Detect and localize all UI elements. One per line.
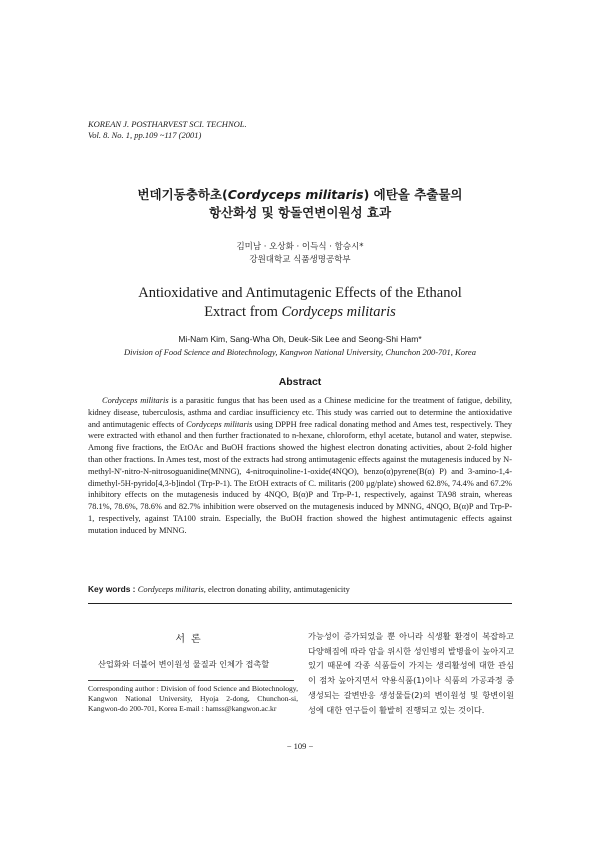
journal-name: KOREAN J. POSTHARVEST SCI. TECHNOL. [88,119,247,129]
corresponding-author-footnote: Corresponding author : Division of food Science and Biotechnology, Kangwon National University, Hyoja 2-dong, Chunchon-si, Kangwon-do 200-701, Korea E-mail : hamss@kangwon.ac.kr [88,684,298,714]
intro-heading: 서론 [175,634,207,645]
intro-left-column: 산업화와 더불어 변이원성 물질과 인체가 접촉할 [98,659,270,669]
keywords-rest: , electron donating ability, antimutagenicity [203,585,350,594]
journal-volume: Vol. 8. No. 1, pp.109 ~117 (2001) [88,130,202,140]
authors-korean-block [0,241,600,267]
keywords [88,584,512,595]
abstract-species: Cordyceps militaris [102,396,169,405]
authors-korean: 김미남 · 오상화 · 이득식 · 함승시* [236,242,364,252]
title-korean [0,186,600,222]
section-divider [88,603,512,604]
title-en-line1: Antioxidative and Antimutagenic Effects of the Ethanol [138,285,462,301]
title-en-species: Cordyceps militaris [281,304,396,320]
affiliation-korean: 강원대학교 식품생명공학부 [249,255,351,265]
title-ko-species: Cordyceps militaris [227,187,364,202]
title-ko-prefix: 번데기동충하초( [137,187,228,202]
intro-right-column: 가능성이 증가되었을 뿐 아니라 식생활 환경이 복잡하고 다양해짐에 따라 암을 위시한 성인병의 발병율이 높아지고 있기 때문에 각종 식품들이 가지는 생리활성에 대한 관심이 점차 높아지면서 약용식품(1)이나 식품의 가공과정 중 생성되는 갈변반응 생성물들(2)의 변이원성 및 항변이원성에 대한 연구들이 활발히 진행되고 있는 것이다. [308,631,514,715]
title-english [0,284,600,322]
abstract-part1: is a parasitic fungus that has been used as a Chinese medicine for the treatment of fatigue, debility, kidney disease, tuberculosis, asthma and cardiac insufficiency etc. This study was carried out to determine the antioxidative and antimutagenic effects of [88,396,512,429]
abstract-species-2: Cordyceps militaris [186,419,253,429]
keywords-label: Key words : [88,584,138,594]
authors-english: Mi-Nam Kim, Sang-Wha Oh, Deuk-Sik Lee and Seong-Shi Ham* [178,334,422,344]
keywords-species: Cordyceps militaris [137,585,204,594]
affiliation-english: Division of Food Science and Biotechnology, Kangwon National University, Chunchon 200-701, Korea [124,347,476,357]
title-ko-line2: 항산화성 및 항돌연변이원성 효과 [208,205,392,220]
page-number: − 109 − [286,741,314,751]
title-ko-suffix: ) 에탄올 추출물의 [363,187,463,202]
title-en-line2-prefix: Extract from [204,304,282,320]
abstract-heading: Abstract [278,376,322,388]
abstract-body [88,395,512,537]
abstract-part2: using DPPH free radical donating method and Ames test, respectively. They were extracted with ethanol and then further fractionated to n-hexane, chloroform, ethyl acetate, butanol and water, stepwise. Among five fractions, the EtOAc and BuOH fractions showed the highest electron donating activities, about 2-fold higher than other fractions. In Ames test, most of the extracts had strong antimutagenic effects against the mutagenesis induced by N-methyl-N'-nitro-N-nitrosoguanidine(MNNG), 4-nitroquinoline-1-oxide(4NQO), benzo(α)pyrene(B(α) P) and 3-amino-1,4-dimethyl-5H-pyrido[4,3-b]indol (Trp-P-1). The EtOH extracts of C. militaris (200 μg/plate) showed 62.8%, 74.4% and 67.2% inhibitory effects on the mutagenesis induced by 4NQO, B(α)P and Trp-P-1, respectively, against TA98 strain, whereas 78.1%, 78.6%, 78.6% and 82.7% inhibition were observed on the mutagenesis induced by MNNG, 4NQO, B(α)P and Trp-P-1, respectively, against TA100 strain. Especially, the BuOH fraction showed the highest antimutagenic effects against mutation induced by MNNG. [88,419,512,535]
footnote-rule [88,680,294,681]
journal-header [88,119,247,141]
